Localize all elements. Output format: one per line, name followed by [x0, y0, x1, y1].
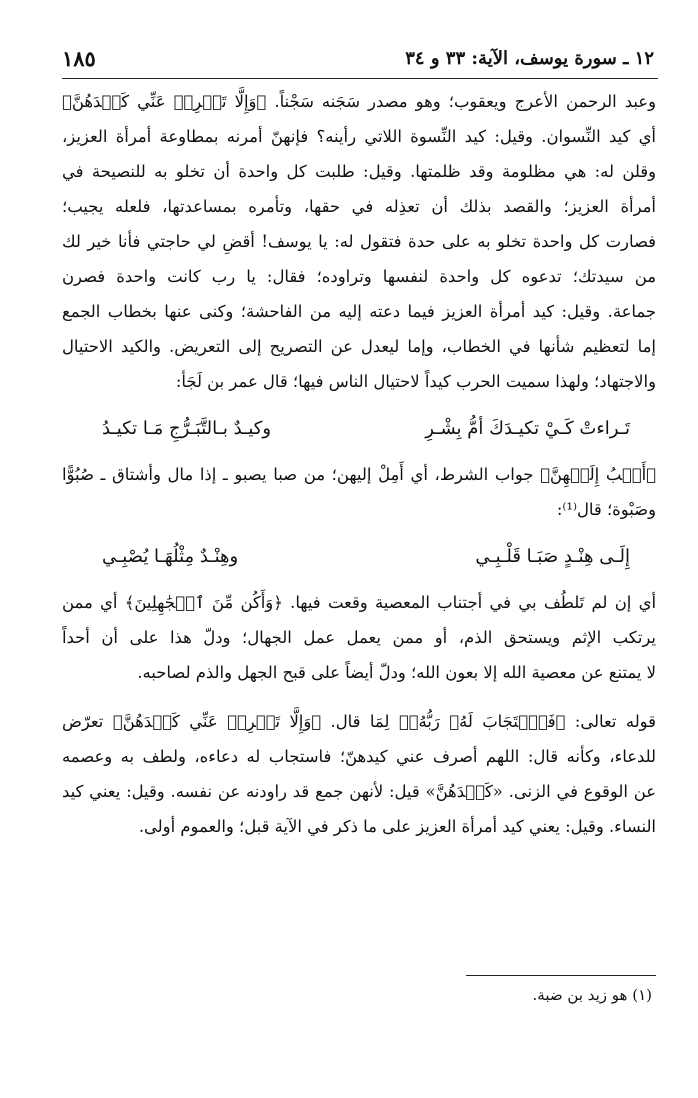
- text-line: يرتكب الإثم ويستحق الذم، أو ممن يعمل عمل الجهال؛ ودلّ هذا على أن أحداً: [62, 628, 656, 647]
- text-line: إما لتعظيم شأنها في الخطاب، وإما ليعدل عن التصريح إلى التعريض. والكيد الاحتيال: [62, 337, 656, 356]
- verse-hemistich-right: إِلَـى هِنْـدٍ صَبَـا قَلْـبِـي: [475, 545, 630, 567]
- page-number: ١٨٥: [62, 45, 96, 71]
- verse-hemistich-left: وكيـدٌ بـالتَّبَـرُّجِ مَـا تكيـدُ: [102, 417, 272, 439]
- paragraph-4: [62, 704, 656, 844]
- footnote: (١) هو زيد بن ضبة.: [532, 986, 652, 1004]
- paragraph-1: [62, 84, 656, 399]
- verse-hemistich-left: وهِنْـدٌ مِثْلُهَـا يُصْبِـي: [102, 545, 239, 567]
- text-line: النساء. وقيل: يعني كيد أمرأة العزيز على ما ذكر في الآية قبل؛ والعموم أولى.: [138, 817, 656, 836]
- footnote-rule: [466, 975, 656, 976]
- poetry-verse-2: [62, 527, 656, 585]
- text-line: أي إن لم تَلطُف بي في أجتناب المعصية وقعت فيها. ﴿وَأَكُن مِّنَ ٱلۡجَٰهِلِينَ﴾ أي ممن: [62, 593, 656, 612]
- text-line: لا يمتنع عن معصية الله إلا بعون الله؛ ودلّ أيضاً على قبح الجهل والذم لصاحبه.: [137, 663, 656, 682]
- text-line: للدعاء، وكأنه قال: اللهم أصرف عني كيدهنّ؛ فاستجاب له دعاءه، ولطف به وعصمه: [62, 747, 656, 766]
- header-rule: [62, 78, 658, 79]
- paragraph-2: [62, 457, 656, 527]
- poetry-verse-1: [62, 399, 656, 457]
- text-line: أي كيد النِّسوان. وقيل: كيد النِّسوة اللاتي رأينه؟ فإنهنّ أمرنه بمطاوعة أمرأة العزيز،: [62, 127, 656, 146]
- text-line: ﴿أَصۡبُ إِلَيۡهِنَّ﴾ جواب الشرط، أي أَمِلْ إليهن؛ من صبا يصبو ـ إذا مال وأشتاق ـ صُبُوًّا: [62, 465, 656, 484]
- page-body: [62, 84, 656, 844]
- text-line: وصَبْوة؛ قال⁽¹⁾:: [556, 500, 656, 519]
- text-line: قوله تعالى: ﴿فَٱسۡتَجَابَ لَهُۥ رَبُّهُۥ﴾ لِمَا قال. ﴿وَإِلَّا تَصۡرِفۡ عَنِّي كَيۡدَهُنَّ﴾ تعرّض: [62, 712, 656, 731]
- running-title: ١٢ ـ سورة يوسف، الآية: ٣٣ و ٣٤: [405, 47, 654, 69]
- text-line: جماعة. وقيل: كيد أمرأة العزيز فيما دعته إليه من الفاحشة؛ وكنى عنها بخطاب الجمع: [62, 302, 656, 321]
- text-line: وعبد الرحمن الأعرج ويعقوب؛ وهو مصدر سَجَنه سَجْناً. ﴿وَإِلَّا تَصۡرِفۡ عَنِّي كَيۡدَهُنَّ﴾: [62, 92, 656, 111]
- text-line: وقلن له: هي مظلومة وقد ظلمتها. وقيل: طلبت كل واحدة أن تخلو به للنصيحة في: [62, 162, 656, 181]
- page-header: [62, 40, 654, 76]
- paragraph-3: [62, 585, 656, 690]
- text-line: من سيدتك؛ تدعوه كل واحدة لنفسها وتراوده؛ فقال: يا رب كانت واحدة فصرن: [62, 267, 656, 286]
- verse-hemistich-right: تَـراءتْ كَـيْ تكيـدَكَ أمُّ بِشْـرِ: [425, 417, 630, 439]
- text-line: عن الوقوع في الزنى. «كَيۡدَهُنَّ» قيل: لأنهن جمع قد راودنه عن نفسه. وقيل: يعني كيد: [62, 782, 656, 801]
- text-line: فصارت كل واحدة تخلو به على حدة فتقول له: يا يوسف! أقضِ لي حاجتي فأنا خير لك: [62, 232, 656, 251]
- text-line: والاجتهاد؛ ولهذا سميت الحرب كيداً لاحتيال الناس فيها؛ قال عمر بن لَجَأ:: [175, 372, 656, 391]
- text-line: أمرأة العزيز؛ والقصد بذلك أن تعذِله في حقها، وتأمره بمساعدتها، فلعله يجيب؛: [62, 197, 656, 216]
